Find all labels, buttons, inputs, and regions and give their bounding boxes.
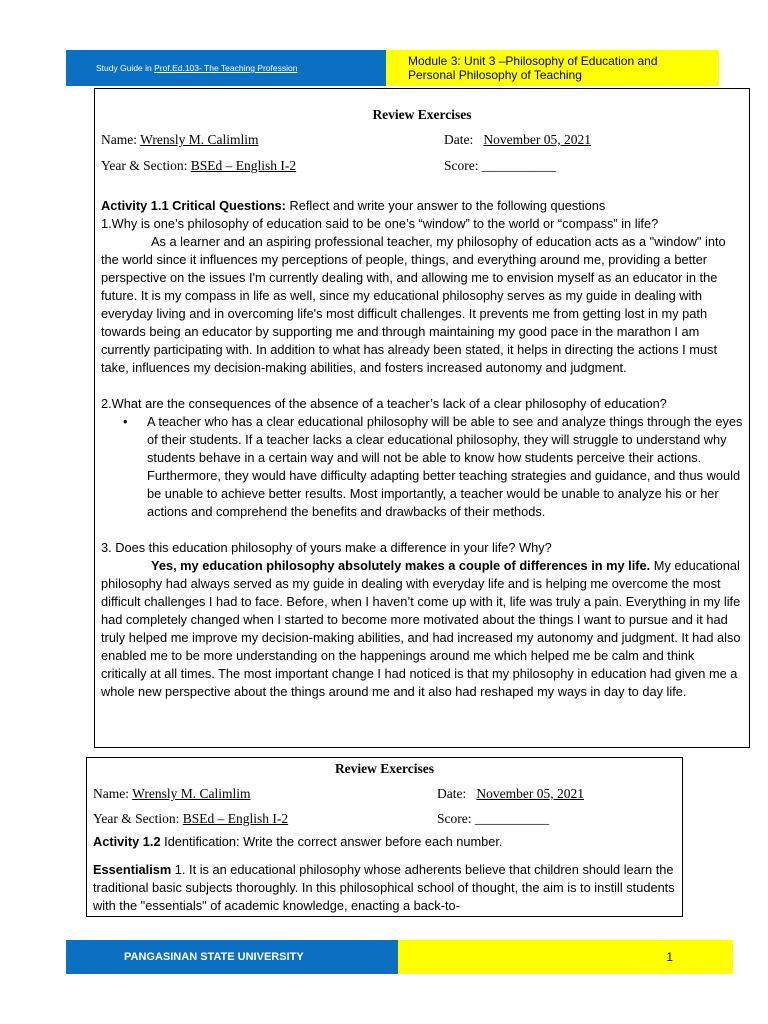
answer-3-rest: My educational philosophy had always served as my guide in dealing with everyday life and is helping me overcome the most difficult challenges I had to face. Before, when I haven’t come up with it, life was truly a pain. Everything in my life had completely changed when I started to become more motivated about the things I want to pursue and it had truly helped me improve my decision-making abilities, and had increased my autonomy and judgment. It had also enabled me to be more understanding on the happenings around me which helped me be calm and think critically at all times. The most important change I had noticed is that my philosophy in education had given me a whole new perspective about the things around me and it also had reshaped my ways in day to day life. [101, 558, 741, 699]
year-section-label: Year & Section: [101, 158, 188, 173]
date-label-2: Date: [437, 786, 467, 801]
review-exercises-box-1 [94, 88, 750, 748]
study-guide-prefix: Study Guide in [96, 63, 155, 73]
answer-2-list [101, 413, 743, 521]
study-guide-course: Prof.Ed.103- The Teaching Profession [154, 63, 298, 73]
answer-3-bold: Yes, my education philosophy absolutely makes a couple of differences in my life. [151, 558, 651, 573]
module-title-line2: Personal Philosophy of Teaching [408, 68, 582, 82]
year-section-value: BSEd – English I-2 [190, 158, 297, 173]
year-section-label-2: Year & Section: [93, 811, 180, 826]
name-label: Name: [101, 132, 137, 147]
bullet-icon: • [123, 414, 128, 429]
date-value: November 05, 2021 [483, 132, 591, 147]
answer-2: A teacher who has a clear educational philosophy will be able to see and analyze things through the eyes of their students. If a teacher lacks a clear educational philosophy, they will struggle to understand why students behave in a certain way and will not be able to know how students perceive their actions. Furthermore, they would have difficulty adapting better teaching strategies and guidance, and thus would be unable to achieve better results. Most importantly, a teacher would be unable to analyze his or her actions and comprehend the benefits and drawbacks of their methods. [147, 414, 743, 519]
footer-page-number: 1 [398, 940, 733, 974]
score-label-2: Score: [437, 811, 472, 826]
question-2: 2.What are the consequences of the absence of a teacher’s lack of a clear philosophy of education? [101, 396, 667, 411]
score-blank-2: ___________ [474, 811, 550, 826]
module-title-line1: Module 3: Unit 3 –Philosophy of Education and [408, 54, 658, 68]
date-field [444, 132, 591, 148]
date-label: Date: [444, 132, 474, 147]
identification-item-1 [93, 861, 677, 915]
score-field [444, 158, 556, 174]
score-field-2 [437, 811, 549, 827]
name-value-2: Wrensly M. Calimlim [132, 786, 251, 801]
answer-2-item [101, 413, 743, 521]
activity-1-1-content [101, 197, 743, 701]
question-3: 3. Does this education philosophy of yours make a difference in your life? Why? [101, 540, 552, 555]
name-field [101, 132, 258, 148]
date-value-2: November 05, 2021 [476, 786, 584, 801]
year-section-value-2: BSEd – English I-2 [182, 811, 289, 826]
footer-university: PANGASINAN STATE UNIVERSITY [66, 940, 398, 974]
date-field-2 [437, 786, 584, 802]
activity-1-2-heading: Activity 1.2 Identification: Write the correct answer before each number. [93, 834, 503, 849]
score-blank: ___________ [481, 158, 557, 173]
name-field-2 [93, 786, 250, 802]
year-section-field [101, 158, 296, 174]
header-study-guide [66, 50, 386, 86]
answer-term: Essentialism [93, 862, 172, 877]
score-label: Score: [444, 158, 479, 173]
name-label-2: Name: [93, 786, 129, 801]
item-1-text: 1. It is an educational philosophy whose adherents believe that children should learn the traditional basic subjects thoroughly. In this philosophical school of thought, the aim is to instill students with the "essentials" of academic knowledge, enacting a back-to- [93, 862, 675, 913]
header-module [386, 50, 719, 86]
review-exercises-box-2 [86, 757, 683, 917]
review-title-2: Review Exercises [334, 761, 435, 776]
review-title: Review Exercises [372, 107, 472, 122]
name-value: Wrensly M. Calimlim [140, 132, 259, 147]
activity-1-2-content [93, 833, 677, 915]
answer-1: As a learner and an aspiring professional teacher, my philosophy of education acts as a "window" into the world since it influences my perceptions of people, things, and everything around me, providing a better perspective on the issues I'm currently dealing with, and allowing me to envision myself as an educator in the future. It is my compass in life as well, since my educational philosophy serves as my guide in dealing with everyday living and in overcoming life's most difficult challenges. It prevents me from getting lost in my path towards being an educator by supporting me and through maintaining my good pace in the marathon I am currently participating with. In addition to what has already been stated, it helps in directing the actions I must take, influences my decision-making abilities, and fosters increased autonomy and judgment. [101, 234, 726, 375]
year-section-field-2 [93, 811, 288, 827]
activity-1-1-heading: Activity 1.1 Critical Questions: Reflect and write your answer to the following questions [101, 198, 606, 213]
question-1: 1.Why is one’s philosophy of education said to be one’s “window” to the world or “compass” in life? [101, 216, 659, 231]
answer-3 [101, 557, 743, 701]
